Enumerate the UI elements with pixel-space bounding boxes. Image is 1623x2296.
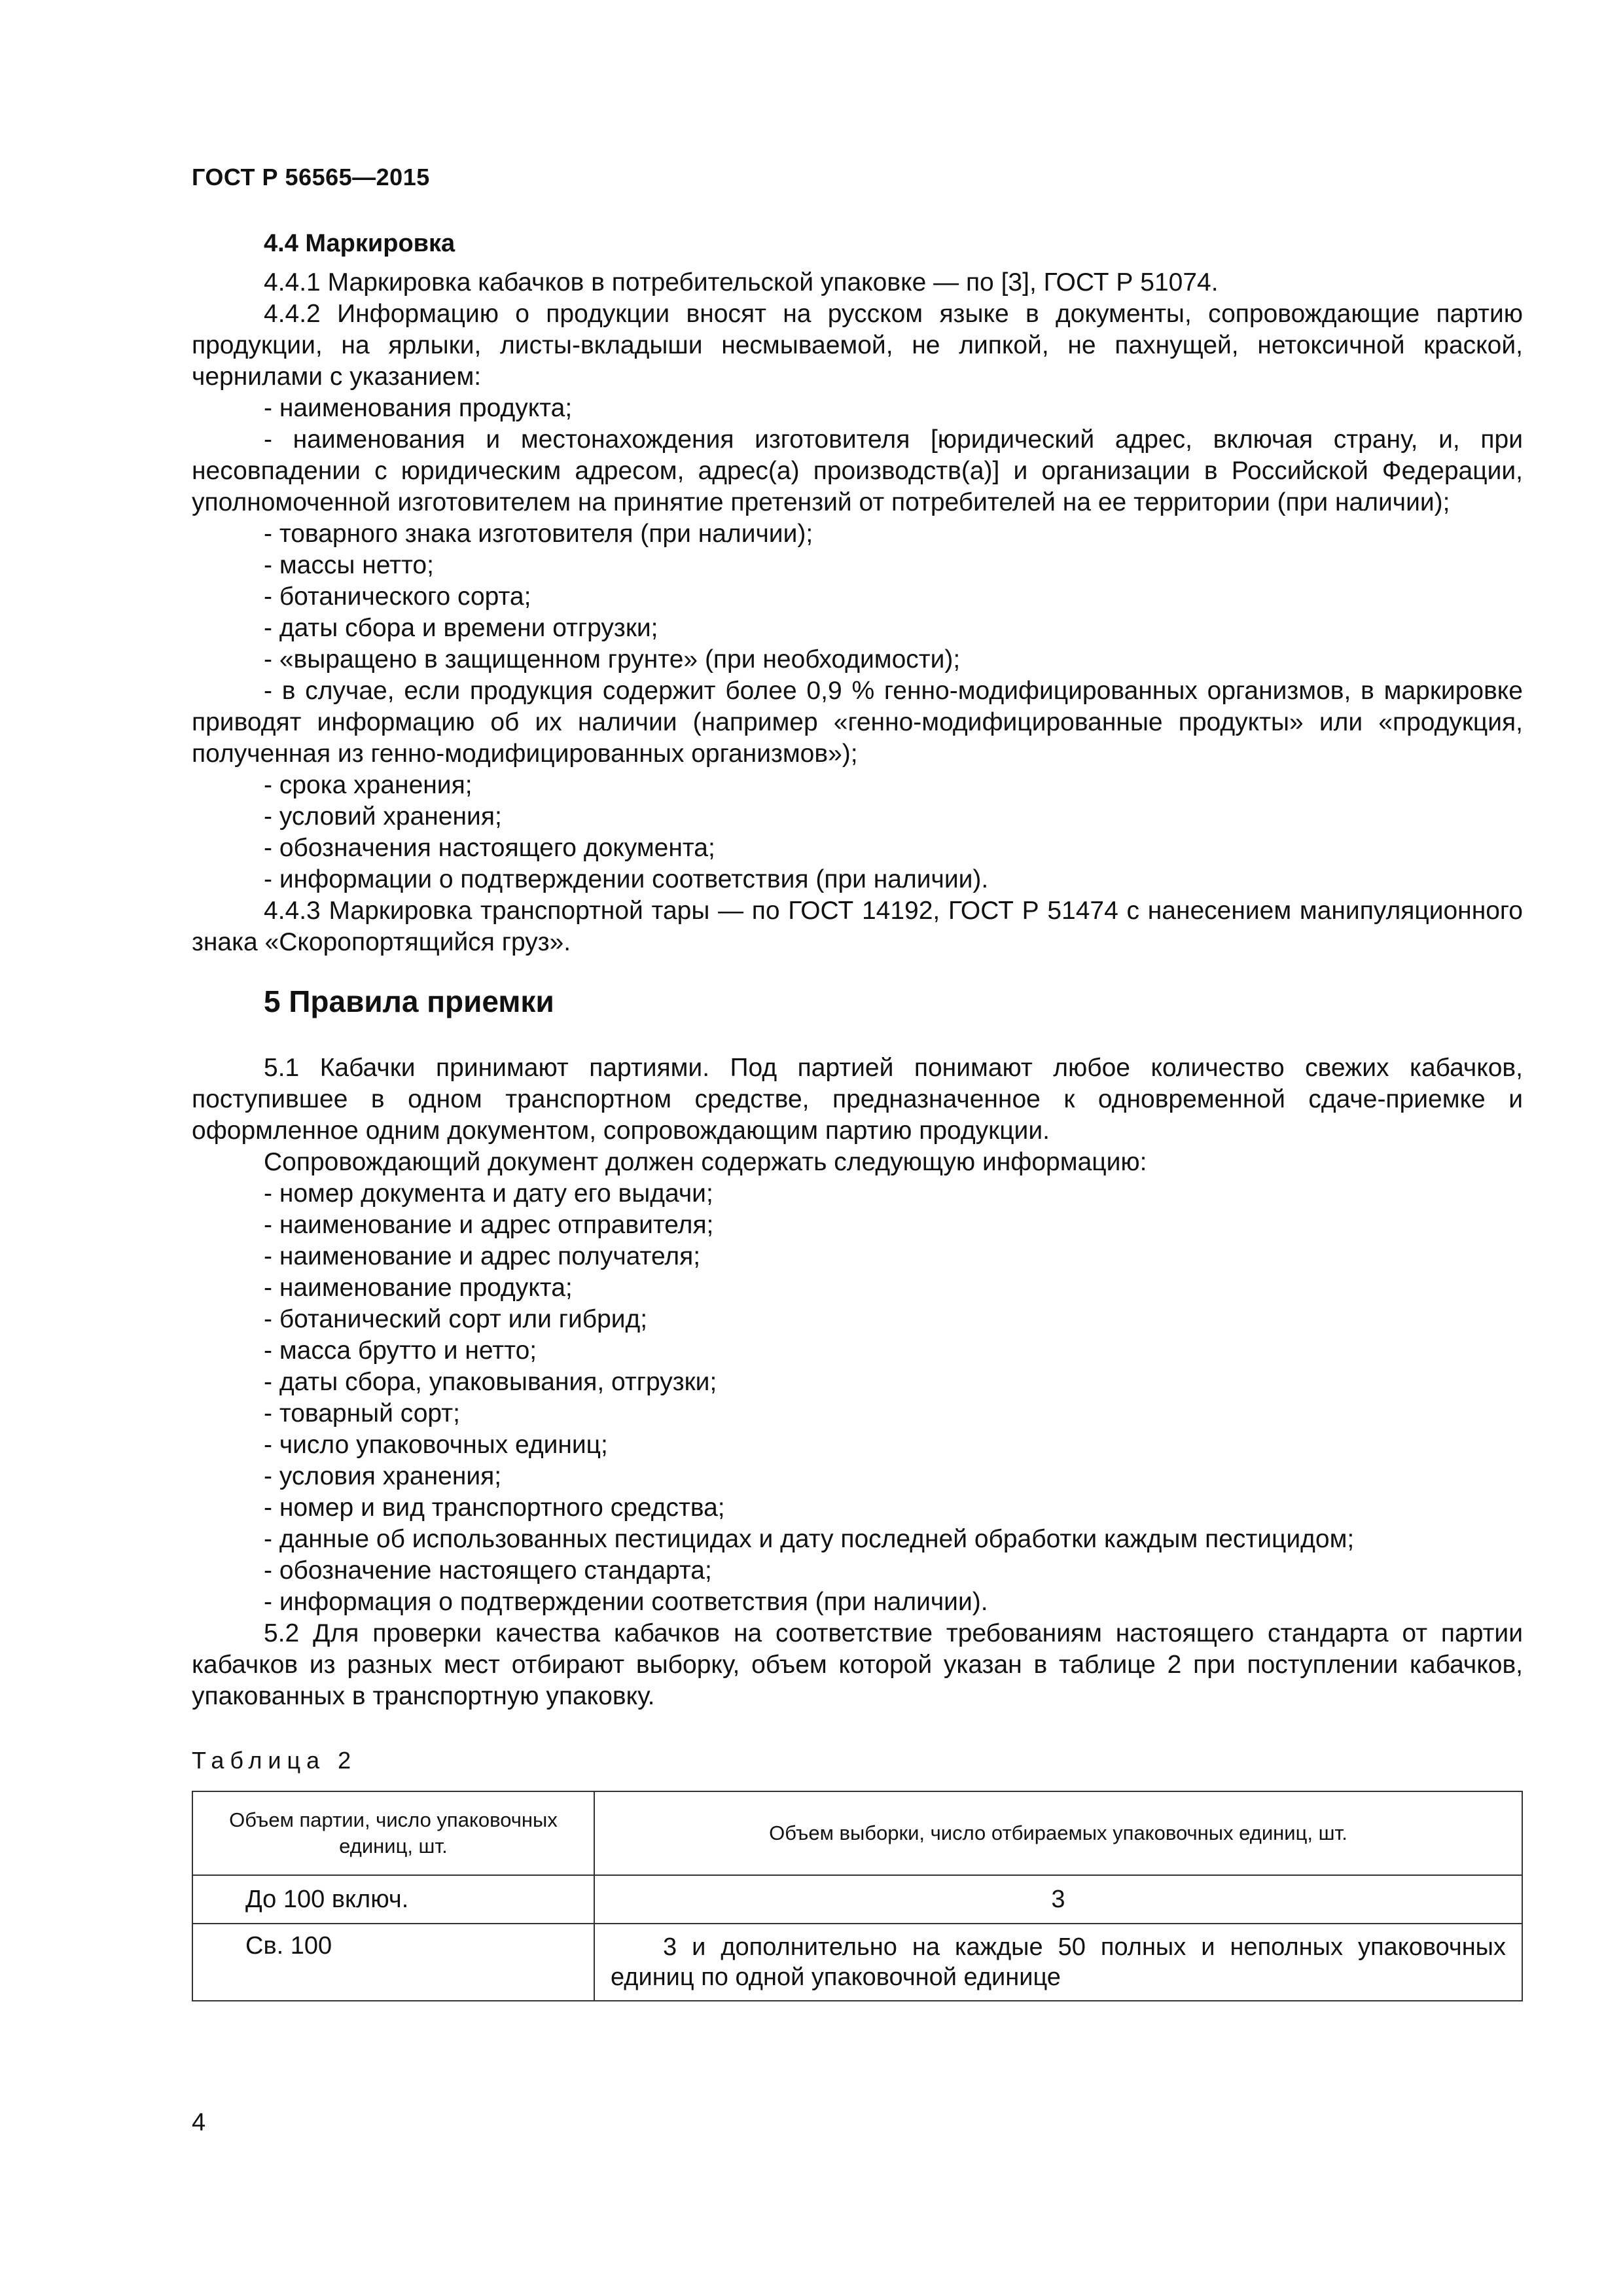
list-item: - массы нетто; <box>264 551 434 579</box>
table-header-cell: Объем партии, число упаковочных единиц, шт. <box>192 1791 594 1875</box>
list-item: - даты сбора, упаковывания, отгрузки; <box>264 1368 717 1396</box>
list-item: - число упаковочных единиц; <box>264 1431 608 1459</box>
table-caption: Таблица 2 <box>192 1747 357 1774</box>
list-item: - наименования продукта; <box>264 394 573 422</box>
table-cell: Св. 100 <box>192 1924 594 2001</box>
accompanying-document-list <box>192 1178 1523 1618</box>
table-cell: 3 и дополнительно на каждые 50 полных и неполных упаковочных единиц по одной упаковочной единице <box>594 1924 1522 2001</box>
list-item: - даты сбора и времени отгрузки; <box>264 614 658 642</box>
list-item: - условий хранения; <box>264 802 502 831</box>
table-header-cell: Объем выборки, число отбираемых упаковочных единиц, шт. <box>594 1791 1522 1875</box>
paragraph-accompanying-document: Сопровождающий документ должен содержать следующую информацию: <box>264 1148 1147 1176</box>
list-item: - данные об использованных пестицидах и дату последней обработки каждым пестицидом; <box>264 1525 1355 1553</box>
list-item: - номер и вид транспортного средства; <box>264 1494 725 1522</box>
list-item: - информация о подтверждении соответствия (при наличии). <box>264 1588 988 1616</box>
list-item: - информации о подтверждении соответствия (при наличии). <box>264 865 989 893</box>
list-item: - ботанический сорт или гибрид; <box>264 1305 648 1333</box>
list-item: - срока хранения; <box>264 771 473 799</box>
list-item: - товарный сорт; <box>264 1399 460 1427</box>
paragraph-4-4-1: 4.4.1 Маркировка кабачков в потребительской упаковке — по [3], ГОСТ Р 51074. <box>264 268 1219 296</box>
list-item: - наименования и местонахождения изготовителя [юридический адрес, включая страну, и, при несовпадении с юридическим адресом, адрес(а) производств(а)] и организации в Российской Федерации, уполномоченной изготовителем на принятие претензий от потребителей на ее территории (при наличии); <box>192 425 1523 516</box>
list-item: - масса брутто и нетто; <box>264 1336 537 1365</box>
list-item: - условия хранения; <box>264 1462 502 1490</box>
list-item: - наименование продукта; <box>264 1274 573 1302</box>
section-heading-5: 5 Правила приемки <box>264 984 554 1018</box>
paragraph-5-2: 5.2 Для проверки качества кабачков на соответствие требованиям настоящего стандарта от партии кабачков из разных мест отбирают выборку, объем которой указан в таблице 2 при поступлении кабачков, упакованных в транспортную упаковку. <box>192 1619 1523 1710</box>
paragraph-4-4-3: 4.4.3 Маркировка транспортной тары — по ГОСТ 14192, ГОСТ Р 51474 с нанесением манипуляционного знака «Скоропортящийся груз». <box>192 897 1523 956</box>
subsection-heading-4-4: 4.4 Маркировка <box>264 230 455 257</box>
list-item: - наименование и адрес отправителя; <box>264 1211 714 1239</box>
table-cell: До 100 включ. <box>192 1875 594 1924</box>
table-cell: 3 <box>594 1875 1522 1924</box>
list-item: - товарного знака изготовителя (при наличии); <box>264 520 813 548</box>
document-code-header: ГОСТ Р 56565—2015 <box>192 164 430 190</box>
list-item: - обозначения настоящего документа; <box>264 834 715 862</box>
page-number: 4 <box>192 2109 206 2136</box>
list-item: - ботанического сорта; <box>264 583 531 611</box>
table-header-row <box>192 1791 1522 1875</box>
marking-info-list <box>192 393 1523 895</box>
paragraph-4-4-2: 4.4.2 Информацию о продукции вносят на русском языке в документы, сопровождающие партию продукции, на ярлыки, листы-вкладыши несмываемой, не липкой, не пахнущей, нетоксичной краской, чернилами с указанием: <box>192 300 1523 391</box>
paragraph-5-1: 5.1 Кабачки принимают партиями. Под партией понимают любое количество свежих кабачков, поступившее в одном транспортном средстве, предназначенное к одновременной сдаче-приемке и оформленное одним документом, сопровождающим партию продукции. <box>192 1054 1523 1145</box>
list-item: - «выращено в защищенном грунте» (при необходимости); <box>264 645 961 673</box>
sample-size-table <box>192 1791 1523 2001</box>
page-content <box>192 228 1523 2001</box>
list-item: - номер документа и дату его выдачи; <box>264 1179 713 1208</box>
list-item: - обозначение настоящего стандарта; <box>264 1556 712 1585</box>
list-item: - в случае, если продукция содержит более 0,9 % генно-модифицированных организмов, в маркировке приводят информацию об их наличии (например «генно-модифицированные продукты» или «продукция, полученная из генно-модифицированных организмов»); <box>192 677 1523 768</box>
table-row <box>192 1875 1522 1924</box>
table-row <box>192 1924 1522 2001</box>
list-item: - наименование и адрес получателя; <box>264 1242 701 1270</box>
